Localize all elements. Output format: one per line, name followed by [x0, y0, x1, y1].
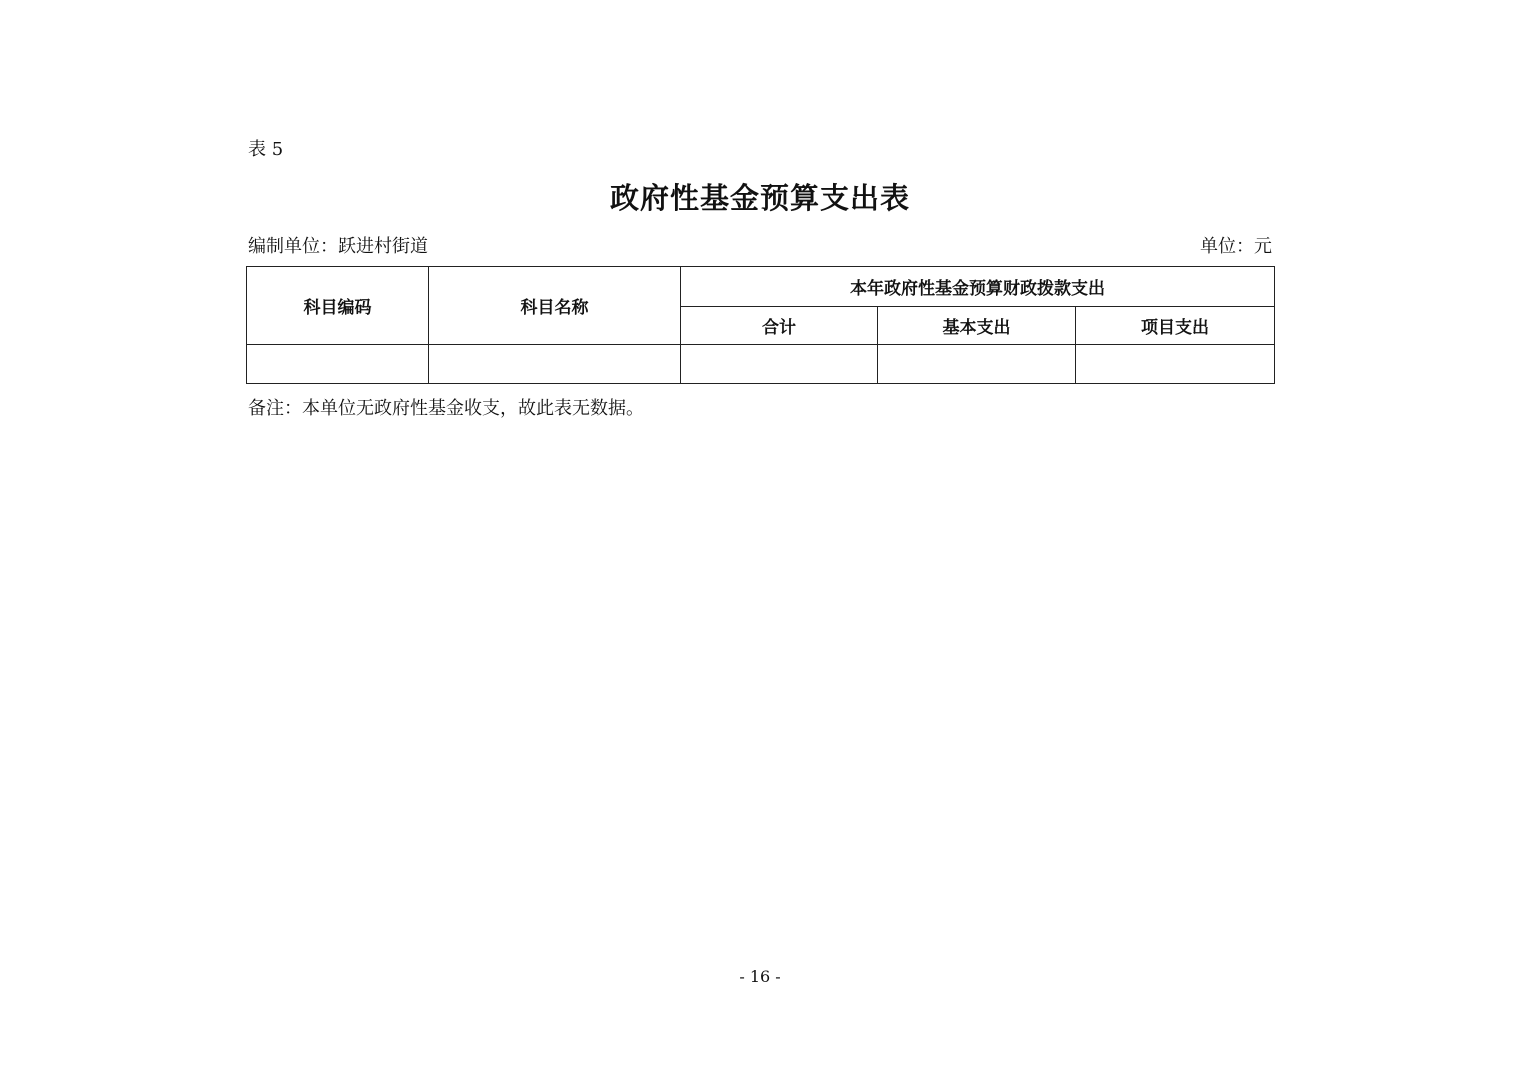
- cell-subject-code: [247, 345, 429, 384]
- header-project-expenditure: 项目支出: [1076, 307, 1275, 345]
- header-appropriation-group: 本年政府性基金预算财政拨款支出: [681, 267, 1275, 307]
- compiling-unit: 编制单位：跃进村街道: [248, 236, 428, 257]
- header-subject-name: 科目名称: [429, 267, 681, 345]
- table-header-row-1: [247, 267, 1275, 307]
- currency-unit: 单位：元: [1200, 236, 1272, 257]
- budget-table: [246, 266, 1275, 384]
- table-row: [247, 345, 1275, 384]
- header-subject-code: 科目编码: [247, 267, 429, 345]
- cell-total: [681, 345, 878, 384]
- document-title: 政府性基金预算支出表: [609, 181, 910, 215]
- table-number: 表 5: [248, 139, 284, 160]
- remark-note: 备注：本单位无政府性基金收支，故此表无数据。: [248, 398, 644, 419]
- header-total: 合计: [681, 307, 878, 345]
- page-number: - 16 -: [739, 967, 781, 986]
- cell-subject-name: [429, 345, 681, 384]
- cell-basic-expenditure: [878, 345, 1076, 384]
- cell-project-expenditure: [1076, 345, 1275, 384]
- header-basic-expenditure: 基本支出: [878, 307, 1076, 345]
